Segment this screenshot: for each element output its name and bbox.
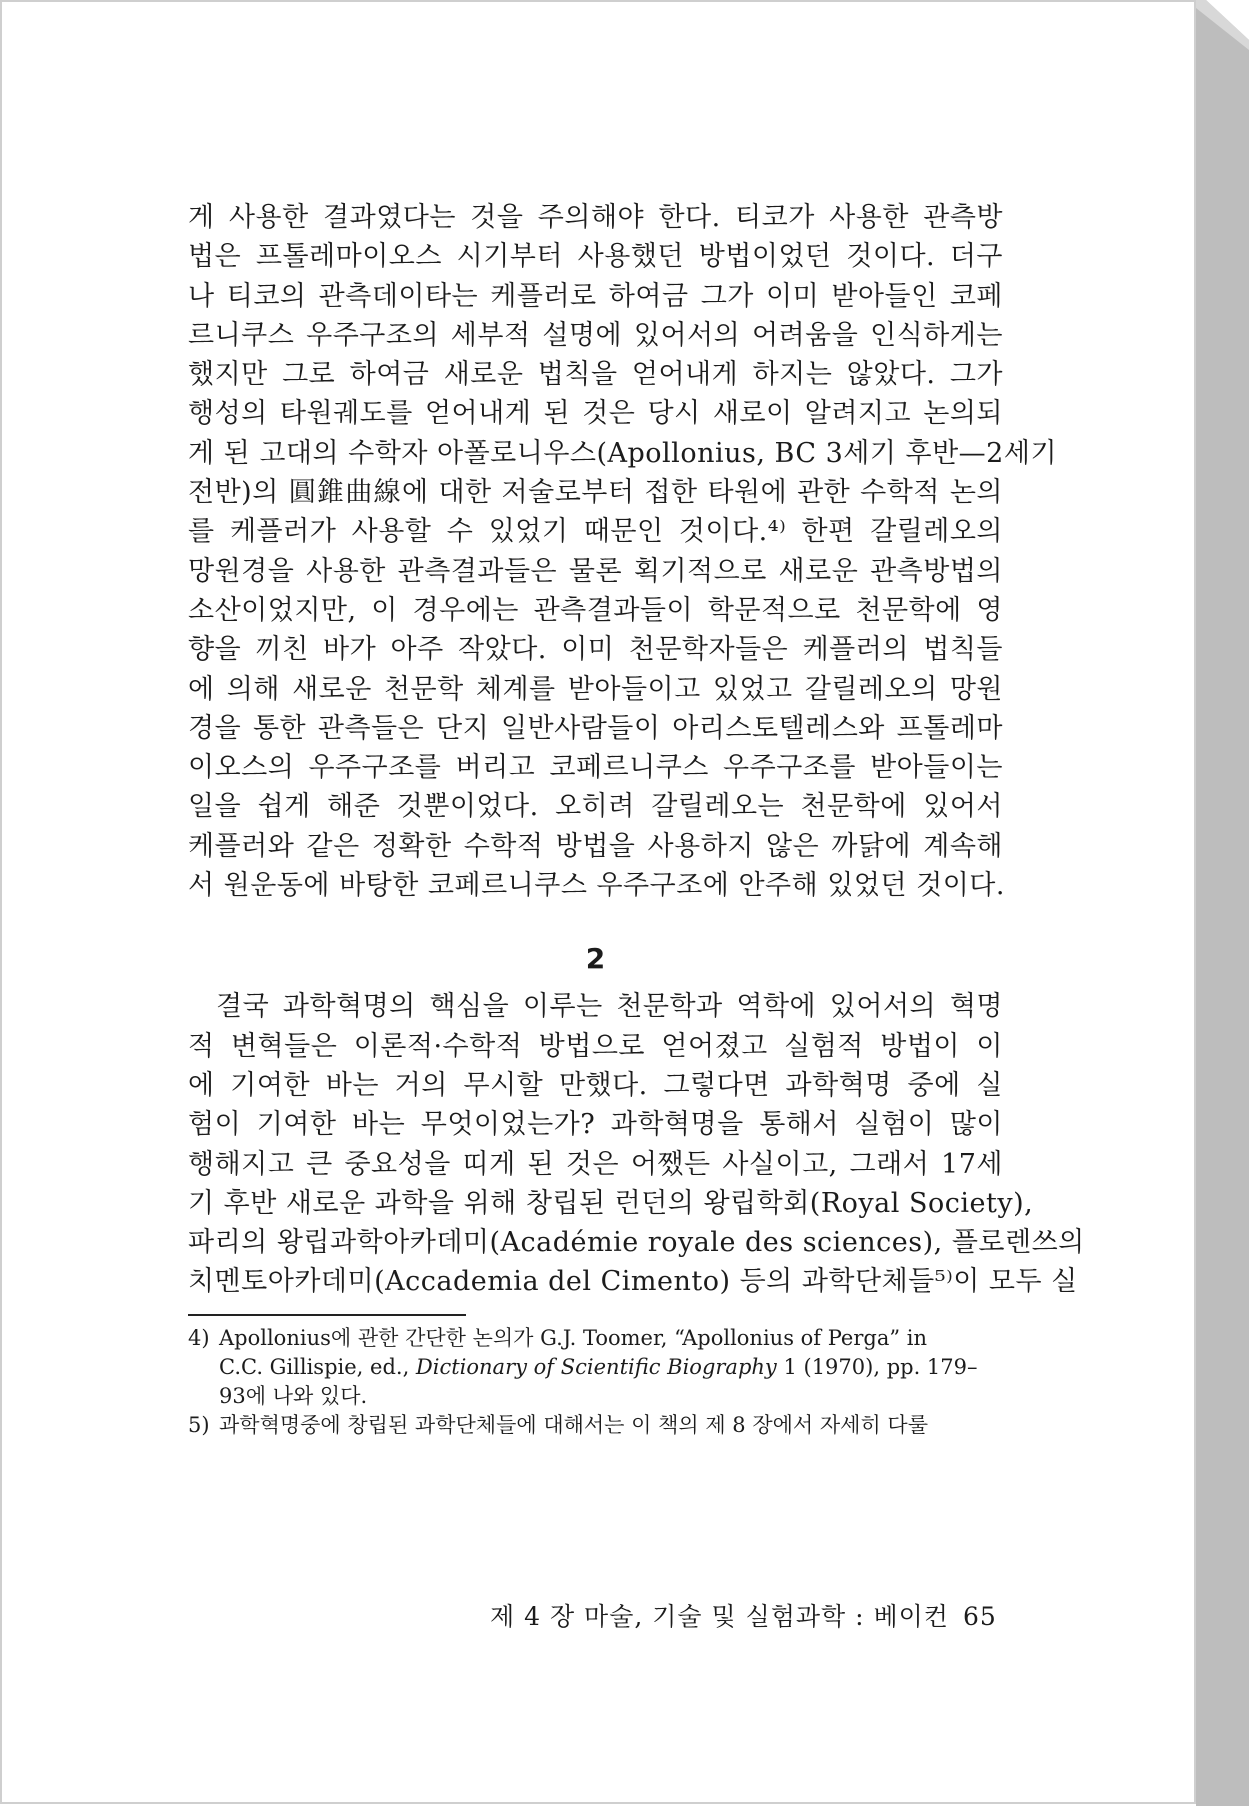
footnote-4-line (188, 1353, 1003, 1382)
text-line: 행해지고 큰 중요성을 띠게 된 것은 어쨌든 사실이고, 그래서 17세 (188, 1148, 1003, 1180)
text-line: 전반)의 圓錐曲線에 대한 저술로부터 접한 타원에 관한 수학적 논의 (188, 477, 1003, 509)
text-line: 케플러와 같은 정확한 수학적 방법을 사용하지 않은 까닭에 계속해 (188, 830, 1003, 862)
text-line: 게 사용한 결과였다는 것을 주의해야 한다. 티코가 사용한 관측방 (188, 202, 1003, 233)
text-line: 에 의해 새로운 천문학 체계를 받아들이고 있었고 갈릴레오의 망원 (188, 673, 1003, 705)
text-line: 게 된 고대의 수학자 아폴로니우스(Apollonius, BC 3세기 후반—2세기 (188, 437, 1058, 469)
text-line: 경을 통한 관측들은 단지 일반사람들이 아리스토텔레스와 프톨레마 (188, 712, 1003, 744)
footnote-4-line (188, 1324, 1003, 1353)
paragraph-1 (188, 198, 1058, 905)
section-number: 2 (585, 942, 606, 976)
footnote-number: 5) (188, 1412, 210, 1437)
text-line: 일을 쉽게 해준 것뿐이었다. 오히려 갈릴레오는 천문학에 있어서 (188, 791, 1003, 823)
text-line: 에 기여한 바는 거의 무시할 만했다. 그렇다면 과학혁명 중에 실 (188, 1069, 1003, 1101)
text-line: 망원경을 사용한 관측결과들은 물론 획기적으로 새로운 관측방법의 (188, 555, 1003, 587)
text-line: 법은 프톨레마이오스 시기부터 사용했던 방법이었던 것이다. 더구 (188, 241, 1003, 273)
text-line: 소산이었지만, 이 경우에는 관측결과들이 학문적으로 천문학에 영 (188, 594, 1003, 626)
text-line: 험이 기여한 바는 무엇이었는가? 과학혁명을 통해서 실험이 많이 (188, 1109, 1003, 1141)
text-line: 나 티코의 관측데이타는 케플러로 하여금 그가 이미 받아들인 코페 (188, 280, 1003, 312)
text-line: 서 원운동에 바탕한 코페르니쿠스 우주구조에 안주해 있었던 것이다. (188, 870, 1005, 902)
text-line: 파리의 왕립과학아카데미(Académie royale des sciences), 플로렌쓰의 (188, 1227, 1085, 1259)
text-line: 결국 과학혁명의 핵심을 이루는 천문학과 역학에 있어서의 혁명 (216, 991, 1003, 1023)
text-line: 르니쿠스 우주구조의 세부적 설명에 있어서의 어려움을 인식하게는 (188, 319, 1003, 351)
running-footer (490, 1597, 997, 1633)
text-line: 향을 끼친 바가 아주 작았다. 이미 천문학자들은 케플러의 법칙들 (188, 634, 1003, 666)
text-line: 했지만 그로 하여금 새로운 법칙을 얻어내게 하지는 않았다. 그가 (188, 359, 1003, 391)
text-line: 적 변혁들은 이론적·수학적 방법으로 얻어졌고 실험적 방법이 이 (188, 1030, 1003, 1062)
paragraph-2 (188, 987, 1085, 1301)
footnote-text: C.C. Gillispie, ed., (219, 1354, 416, 1379)
text-line: 행성의 타원궤도를 얻어내게 된 것은 당시 새로이 알려지고 논의되 (188, 398, 1003, 430)
page-number: 65 (962, 1602, 997, 1631)
chapter-title: 제 4 장 마술, 기술 및 실험과학 : 베이컨 (490, 1602, 949, 1631)
footnote-text: 과학혁명중에 창립된 과학단체들에 대해서는 이 책의 제 8 장에서 자세히 다룰 (219, 1412, 928, 1437)
text-line: 이오스의 우주구조를 버리고 코페르니쿠스 우주구조를 받아들이는 (188, 752, 1003, 784)
footnote-number: 4) (188, 1325, 210, 1350)
text-line: 치멘토아카데미(Accademia del Cimento) 등의 과학단체들⁵⁾이 모두 실 (188, 1266, 1078, 1298)
footnote-text: Apollonius에 관한 간단한 논의가 G.J. Toomer, “Apollonius of Perga” in (219, 1325, 928, 1350)
cited-work-title: Dictionary of Scientific Biography (415, 1354, 777, 1379)
footnote-4-line: 93에 나와 있다. (219, 1383, 368, 1408)
footnote-4 (188, 1324, 1003, 1411)
text-line: 를 케플러가 사용할 수 있었기 때문인 것이다.⁴⁾ 한편 갈릴레오의 (188, 516, 1003, 548)
footnote-5 (188, 1411, 1003, 1440)
text-line: 기 후반 새로운 과학을 위해 창립된 런던의 왕립학회(Royal Society), (188, 1187, 1034, 1219)
footnote-divider (188, 1314, 466, 1316)
page-content (188, 198, 1085, 1440)
footnote-5-line (188, 1411, 1003, 1440)
footnote-text: 1 (1970), pp. 179– (776, 1354, 978, 1379)
page-edge-decoration (1196, 0, 1249, 1806)
